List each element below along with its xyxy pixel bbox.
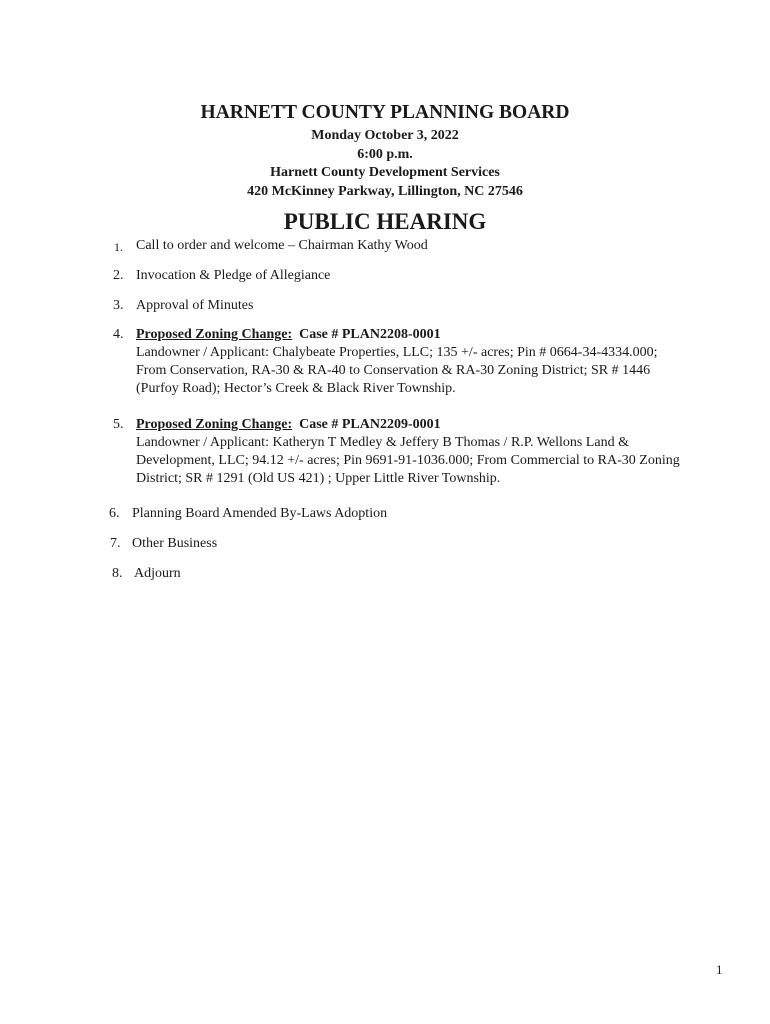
agenda-item-text: Invocation & Pledge of Allegiance: [136, 268, 331, 283]
agenda-item-number: 1.: [114, 240, 123, 254]
agenda-item-detail-line: Landowner / Applicant: Chalybeate Properties, LLC; 135 +/- acres; Pin # 0664-34-4334.000;: [136, 345, 658, 360]
agenda-item-heading-line: [136, 416, 680, 434]
meeting-time: 6:00 p.m.: [357, 146, 413, 162]
zoning-change-heading: Proposed Zoning Change:: [136, 417, 293, 432]
agenda-item-number: 2.: [113, 268, 124, 283]
agenda-item-heading-line: [136, 326, 658, 344]
meeting-venue: Harnett County Development Services: [270, 165, 500, 180]
agenda-item-number: 5.: [113, 417, 124, 432]
agenda-item-number: 6.: [109, 506, 120, 521]
agenda-item-text: Approval of Minutes: [136, 298, 254, 313]
page-number: 1: [716, 962, 723, 977]
zoning-change-heading: Proposed Zoning Change:: [136, 327, 293, 342]
agenda-item-number: 7.: [110, 536, 121, 551]
agenda-item-detail-line: Landowner / Applicant: Katheryn T Medley & Jeffery B Thomas / R.P. Wellons Land &: [136, 435, 629, 450]
document-header: [0, 101, 770, 201]
agenda-item-number: 8.: [112, 566, 123, 581]
case-number: Case # PLAN2209-0001: [299, 417, 441, 432]
meeting-date: Monday October 3, 2022: [311, 128, 459, 143]
agenda-item-body: [136, 326, 658, 398]
agenda-item-body: [136, 416, 680, 488]
agenda-item-detail-line: Development, LLC; 94.12 +/- acres; Pin 9691-91-1036.000; From Commercial to RA-30 Zoning: [136, 453, 680, 468]
meeting-address: 420 McKinney Parkway, Lillington, NC 27546: [247, 183, 523, 199]
agenda-item-detail-line: (Purfoy Road); Hector’s Creek & Black River Township.: [136, 381, 456, 396]
agenda-item-number: 4.: [113, 327, 124, 342]
agenda-item-number: 3.: [113, 298, 124, 313]
agenda-item-text: Call to order and welcome – Chairman Kathy Wood: [136, 238, 428, 253]
section-title: PUBLIC HEARING: [283, 209, 487, 234]
agenda-item-text: Adjourn: [134, 566, 181, 581]
agenda-item-text: Planning Board Amended By-Laws Adoption: [132, 506, 388, 521]
organization-name: HARNETT COUNTY PLANNING BOARD: [200, 102, 570, 123]
agenda-item-text: Other Business: [132, 536, 218, 551]
agenda-item-detail-line: From Conservation, RA-30 & RA-40 to Conservation & RA-30 Zoning District; SR # 1446: [136, 363, 651, 378]
case-number: Case # PLAN2208-0001: [299, 327, 441, 342]
agenda-item-detail-line: District; SR # 1291 (Old US 421) ; Upper Little River Township.: [136, 471, 501, 486]
